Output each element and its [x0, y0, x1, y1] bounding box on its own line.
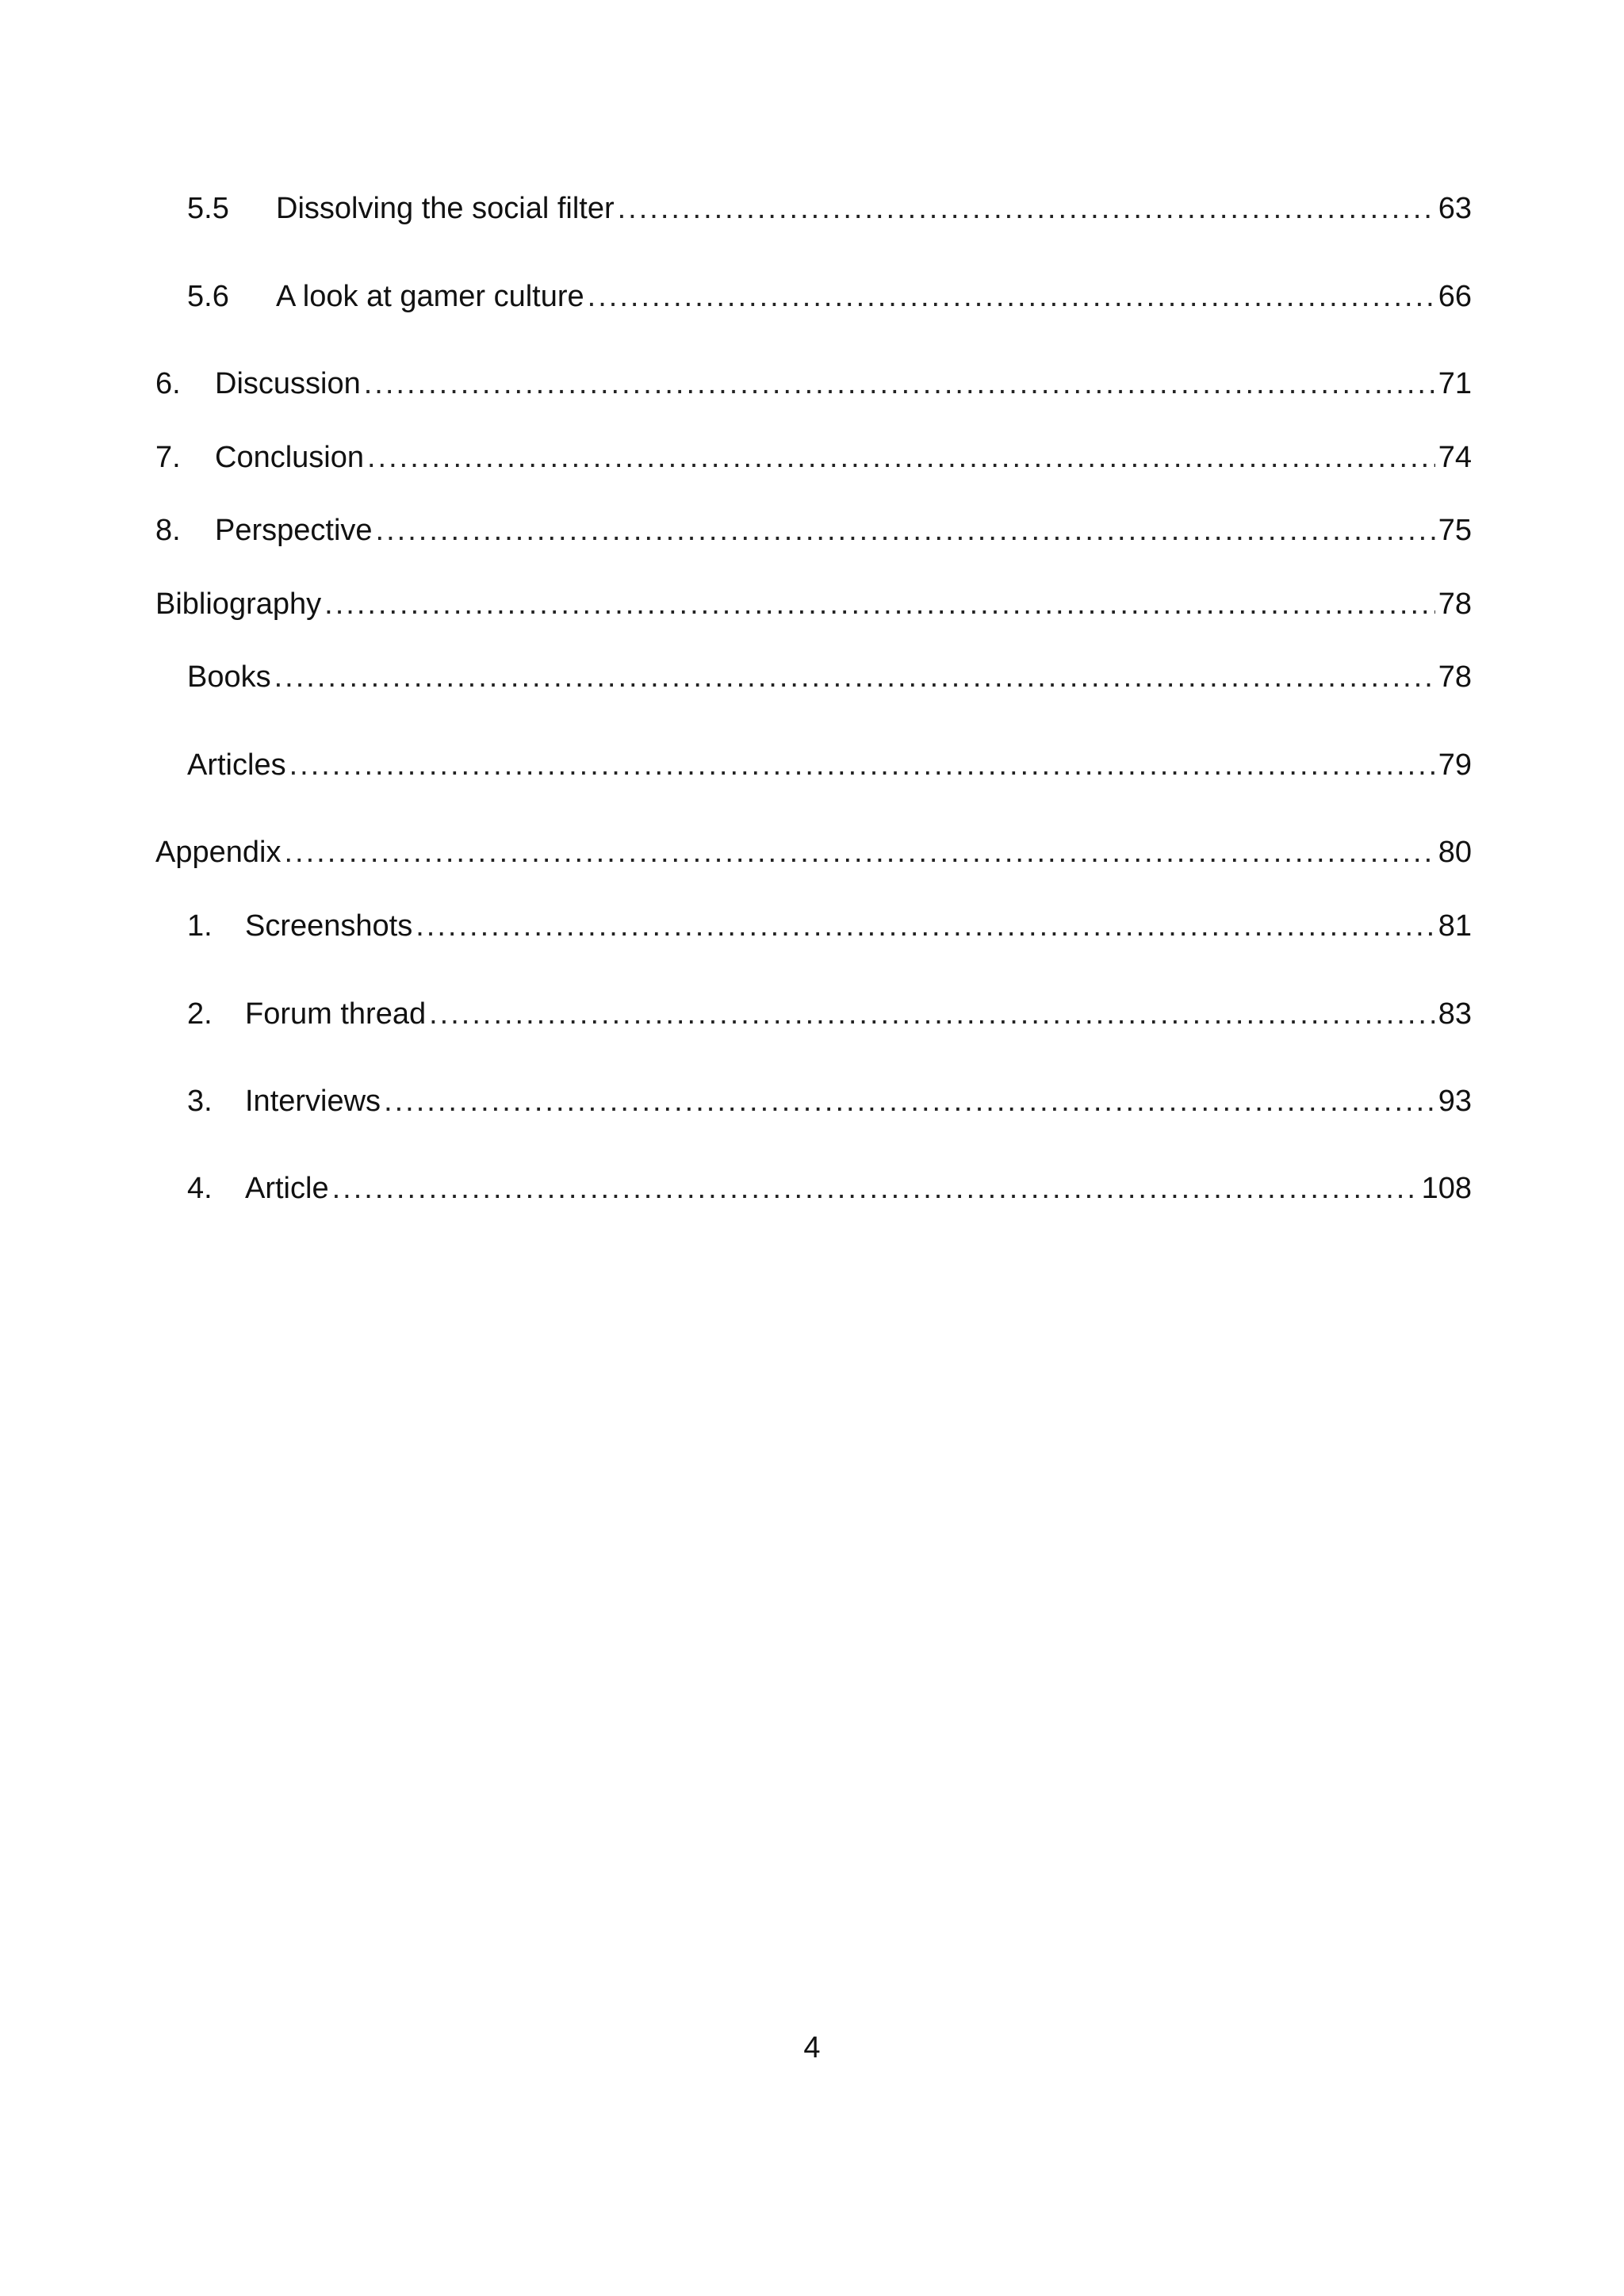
toc-dot-leader: [384, 1083, 1435, 1119]
toc-entry-page: 75: [1438, 514, 1472, 547]
toc-entry-title: Article: [245, 1172, 329, 1205]
toc-entry-page: 93: [1438, 1085, 1472, 1118]
toc-dot-leader: [364, 365, 1435, 402]
page-number: 4: [803, 2031, 821, 2064]
toc-dot-leader: [376, 512, 1435, 549]
toc-entry-6: [155, 365, 1472, 402]
toc-entry-number: 8.: [155, 514, 181, 547]
toc-entry-page: 78: [1438, 587, 1472, 621]
toc-entry-title: Dissolving the social filter: [276, 192, 615, 225]
toc-entry-title: A look at gamer culture: [276, 280, 584, 313]
toc-entry-books: [187, 659, 1472, 695]
toc-entry-title: Conclusion: [215, 441, 364, 474]
toc-entry-title: Forum thread: [245, 997, 427, 1031]
toc-entry-page: 83: [1438, 997, 1472, 1031]
toc-entry-page: 66: [1438, 280, 1472, 313]
toc-entry-bibliography: [155, 586, 1472, 622]
toc-entry-page: 71: [1438, 367, 1472, 400]
toc-entry-page: 81: [1438, 909, 1472, 943]
toc-dot-leader: [274, 659, 1435, 695]
toc-entry-page: 108: [1421, 1172, 1472, 1205]
toc-dot-leader: [284, 834, 1434, 871]
toc-entry-number: 5.6: [187, 280, 229, 313]
toc-entry-number: 2.: [187, 997, 213, 1031]
toc-entry-appendix-1: [187, 908, 1472, 944]
toc-entry-title: Discussion: [215, 367, 361, 400]
toc-entry-number: 3.: [187, 1085, 213, 1118]
toc-entry-number: 5.5: [187, 192, 229, 225]
toc-entry-page: 80: [1438, 836, 1472, 869]
toc-dot-leader: [429, 996, 1435, 1032]
toc-entry-8: [155, 512, 1472, 549]
toc-entry-appendix-4: [187, 1170, 1472, 1207]
toc-entry-5-6: [187, 278, 1472, 315]
toc-dot-leader: [332, 1170, 1419, 1207]
toc-entry-appendix-2: [187, 996, 1472, 1032]
toc-dot-leader: [324, 586, 1435, 622]
toc-dot-leader: [289, 747, 1435, 783]
toc-entry-number: 7.: [155, 441, 181, 474]
toc-entry-page: 79: [1438, 748, 1472, 782]
toc-entry-number: 6.: [155, 367, 181, 400]
toc-entry-title: Articles: [187, 748, 286, 782]
toc-entry-page: 74: [1438, 441, 1472, 474]
toc-entry-number: 1.: [187, 909, 213, 943]
toc-dot-leader: [367, 439, 1435, 476]
toc-dot-leader: [618, 190, 1435, 227]
toc-entry-page: 63: [1438, 192, 1472, 225]
toc-dot-leader: [416, 908, 1434, 944]
toc-entry-7: [155, 439, 1472, 476]
toc-entry-number: 4.: [187, 1172, 213, 1205]
toc-entry-page: 78: [1438, 660, 1472, 694]
toc-entry-title: Interviews: [245, 1085, 381, 1118]
toc-entry-title: Appendix: [155, 836, 282, 869]
toc-entry-title: Books: [187, 660, 271, 694]
toc-entry-appendix: [155, 834, 1472, 871]
toc-entry-title: Bibliography: [155, 587, 322, 621]
toc-entry-title: Screenshots: [245, 909, 413, 943]
toc-dot-leader: [588, 278, 1435, 315]
toc-entry-articles: [187, 747, 1472, 783]
toc-entry-5-5: [187, 190, 1472, 227]
toc-entry-title: Perspective: [215, 514, 373, 547]
toc-entry-appendix-3: [187, 1083, 1472, 1119]
